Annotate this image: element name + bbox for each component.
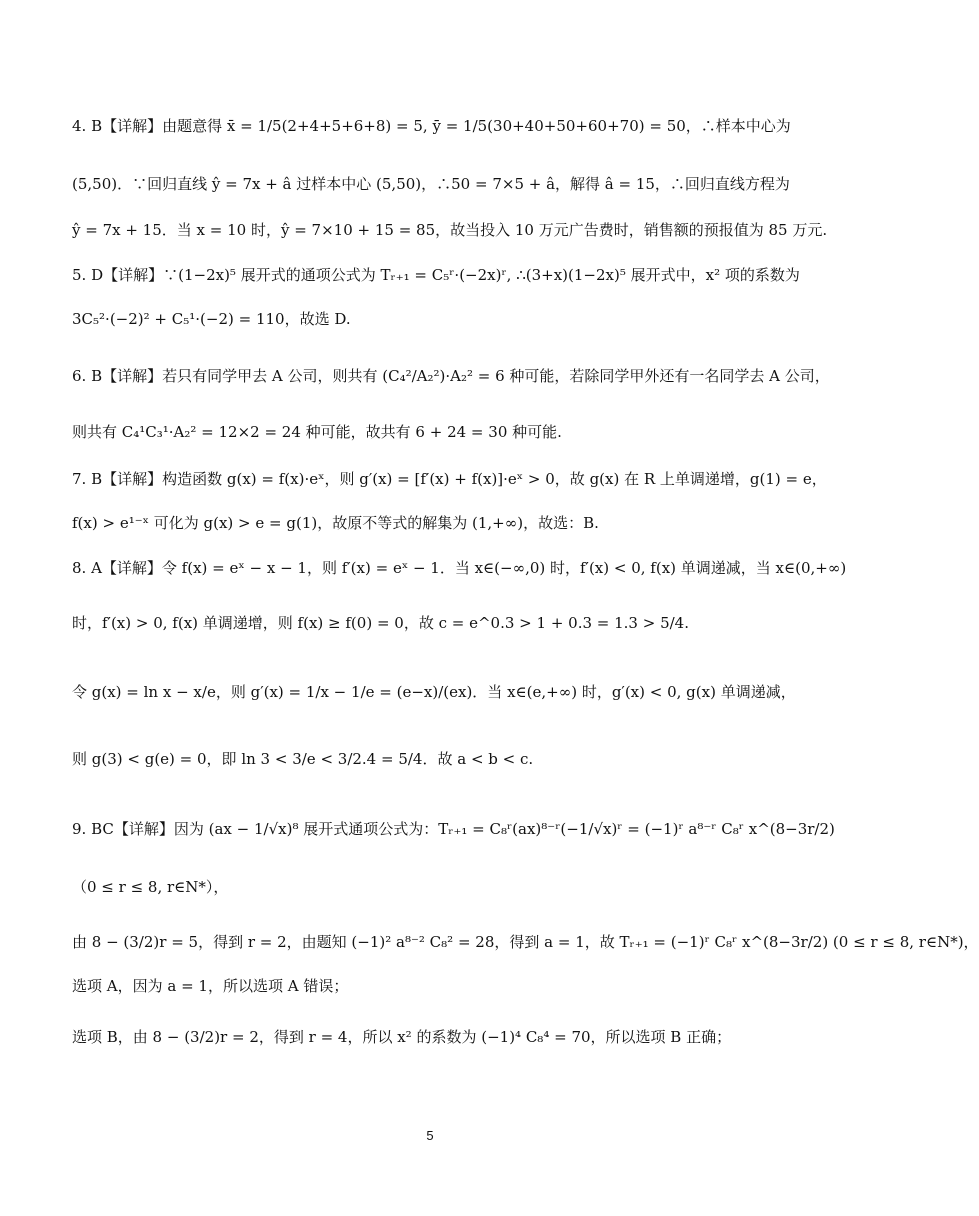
- answer-4-line-3: ŷ = 7x + 15．当 x = 10 时，ŷ = 7×10 + 15 = 85，故当投入 10 万元广告费时，销售额的预报值为 85 万元.: [72, 221, 828, 239]
- answer-6-line-2: 则共有 C₄¹C₃¹·A₂² = 12×2 = 24 种可能，故共有 6 + 24 = 30 种可能.: [72, 423, 562, 441]
- answer-8-line-4: 则 g(3) < g(e) = 0，即 ln 3 < 3/e < 3/2.4 = 5/4．故 a < b < c.: [72, 750, 534, 768]
- answer-5-line-1: 5. D【详解】∵(1−2x)⁵ 展开式的通项公式为 Tᵣ₊₁ = C₅ʳ·(−2x)ʳ, ∴(3+x)(1−2x)⁵ 展开式中，x² 项的系数为: [72, 266, 800, 284]
- answer-5-line-2: 3C₅²·(−2)² + C₅¹·(−2) = 110，故选 D.: [72, 310, 351, 328]
- answer-4-line-2: (5,50)．∵回归直线 ŷ = 7x + â 过样本中心 (5,50)，∴50 = 7×5 + â，解得 â = 15，∴回归直线方程为: [72, 175, 790, 193]
- answer-4-line-1: 4. B【详解】由题意得 x̄ = 1/5(2+4+5+6+8) = 5, ȳ = 1/5(30+40+50+60+70) = 50，∴样本中心为: [72, 117, 791, 135]
- answer-6-line-1: 6. B【详解】若只有同学甲去 A 公司，则共有 (C₄²/A₂²)·A₂² = 6 种可能，若除同学甲外还有一名同学去 A 公司，: [72, 367, 830, 385]
- answer-9-line-3: 由 8 − (3/2)r = 5，得到 r = 2，由题知 (−1)² a⁸⁻² C₈² = 28，得到 a = 1，故 Tᵣ₊₁ = (−1)ʳ C₈ʳ x^(8−3r/2) (0 ≤ r ≤ 8, r∈N*)，: [72, 933, 979, 951]
- answer-8-line-2: 时，f′(x) > 0, f(x) 单调递增，则 f(x) ≥ f(0) = 0，故 c = e^0.3 > 1 + 0.3 = 1.3 > 5/4.: [72, 614, 689, 632]
- answer-7-line-1: 7. B【详解】构造函数 g(x) = f(x)·eˣ，则 g′(x) = [f′(x) + f(x)]·eˣ > 0，故 g(x) 在 R 上单调递增，g(1) = e，: [72, 470, 827, 488]
- page-number: 5: [426, 1128, 434, 1143]
- answer-8-line-1: 8. A【详解】令 f(x) = eˣ − x − 1，则 f′(x) = eˣ − 1．当 x∈(−∞,0) 时，f′(x) < 0, f(x) 单调递减，当 x∈(0,+∞): [72, 559, 847, 577]
- answer-9-line-1: 9. BC【详解】因为 (ax − 1/√x)⁸ 展开式通项公式为：Tᵣ₊₁ = C₈ʳ(ax)⁸⁻ʳ(−1/√x)ʳ = (−1)ʳ a⁸⁻ʳ C₈ʳ x^(8−3r/2): [72, 820, 835, 838]
- answer-8-line-3: 令 g(x) = ln x − x/e，则 g′(x) = 1/x − 1/e = (e−x)/(ex)．当 x∈(e,+∞) 时，g′(x) < 0, g(x) 单调递减，: [72, 683, 796, 701]
- answer-9-line-5: 选项 B，由 8 − (3/2)r = 2，得到 r = 4，所以 x² 的系数为 (−1)⁴ C₈⁴ = 70，所以选项 B 正确；: [72, 1028, 732, 1046]
- answer-9-line-2: （0 ≤ r ≤ 8, r∈N*），: [72, 878, 229, 896]
- answer-9-line-4: 选项 A，因为 a = 1，所以选项 A 错误；: [72, 977, 349, 995]
- answer-7-line-2: f(x) > e¹⁻ˣ 可化为 g(x) > e = g(1)，故原不等式的解集为 (1,+∞)，故选：B.: [72, 514, 599, 532]
